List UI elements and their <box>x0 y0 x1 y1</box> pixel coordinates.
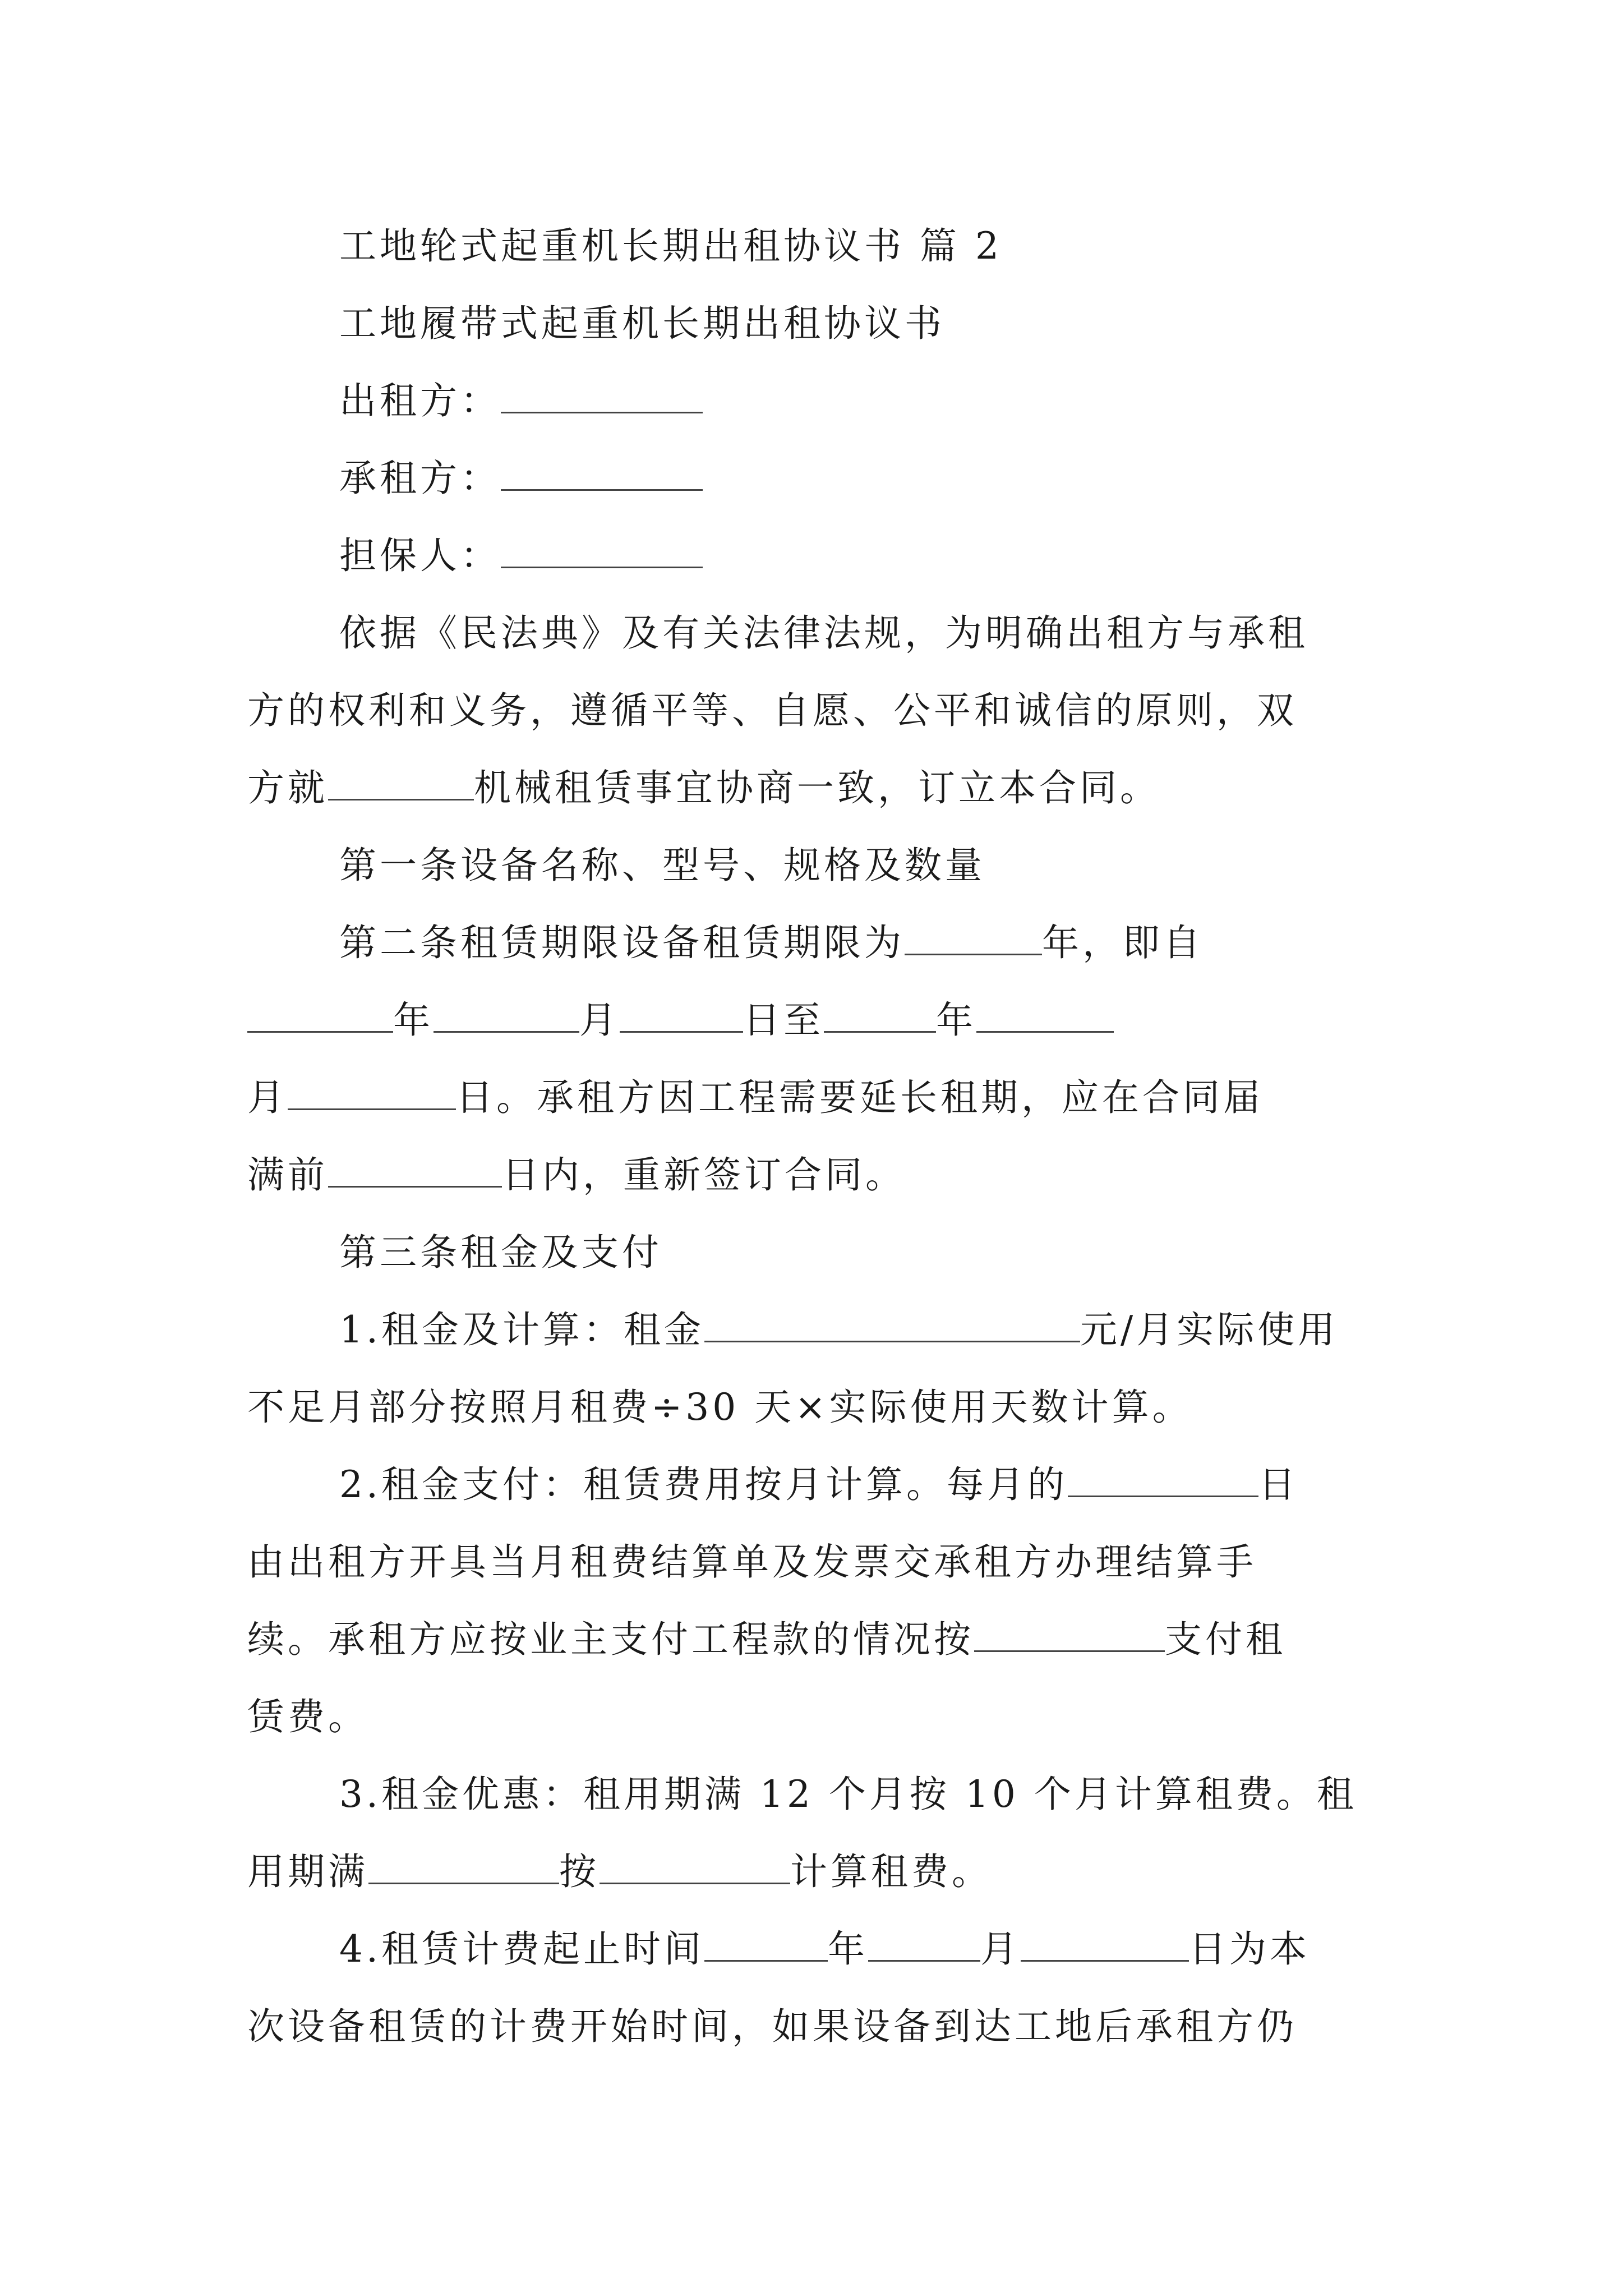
article-3-text: 日为本 <box>1188 1927 1310 1971</box>
billing-start-day-blank <box>1021 1918 1189 1962</box>
article-3-text: 年 <box>827 1927 868 1971</box>
intro-text: 机械租赁事宜协商一致，订立本合同。 <box>474 766 1160 809</box>
article-3-text: 4.租赁计费起止时间 <box>339 1927 704 1971</box>
billing-start-month-blank <box>868 1918 980 1962</box>
article-2-text: 年 <box>393 999 434 1042</box>
article-3-item-1-line-1 <box>247 1291 1391 1369</box>
billing-start-year-blank <box>704 1918 828 1962</box>
discount-rate-blank <box>600 1841 790 1884</box>
intro-text: 方就 <box>247 766 328 809</box>
lessor-label: 出租方： <box>339 379 501 422</box>
article-2-text: 第二条租赁期限设备租赁期限为 <box>339 921 905 964</box>
article-3-item-2-line-4: 赁费。 <box>247 1695 368 1738</box>
billing-day-blank <box>1068 1454 1258 1497</box>
lessor-line <box>247 362 1391 440</box>
intro-line-1: 依据《民法典》及有关法律法规，为明确出租方与承租 <box>339 611 1308 655</box>
end-year-blank <box>824 990 936 1033</box>
guarantor-label: 担保人： <box>339 534 501 577</box>
end-month-blank <box>976 990 1114 1033</box>
title-line-1: 工地轮式起重机长期出租协议书 篇 2 <box>339 224 1002 268</box>
article-3-text: 日 <box>1258 1463 1299 1506</box>
article-2-line-2 <box>247 982 1391 1059</box>
article-2-text: 日内，重新签订合同。 <box>502 1153 906 1197</box>
start-month-blank <box>434 990 579 1033</box>
lessee-blank <box>501 448 703 491</box>
article-3-text: 月 <box>980 1927 1021 1971</box>
article-3-text: 用期满 <box>247 1850 368 1893</box>
start-year-blank <box>247 990 393 1033</box>
intro-line-3 <box>247 749 1391 827</box>
start-day-blank <box>620 990 743 1033</box>
article-3-text: 按 <box>559 1850 600 1893</box>
article-3-item-2-line-2: 由出租方开具当月租费结算单及发票交承租方办理结算手 <box>247 1540 1257 1584</box>
article-2-text: 年，即自 <box>1042 921 1204 964</box>
guarantor-blank <box>501 525 703 568</box>
article-2-text: 月 <box>579 999 620 1042</box>
end-day-blank <box>288 1067 456 1110</box>
article-2-text: 月 <box>247 1076 288 1119</box>
renewal-days-blank <box>328 1144 502 1188</box>
lessee-label: 承租方： <box>339 457 501 500</box>
article-3-text: 计算租费。 <box>790 1850 992 1893</box>
article-2-text: 日。承租方因工程需要延长租期，应在合同届 <box>456 1076 1264 1119</box>
lessor-blank <box>501 370 703 413</box>
article-3-text: 支付租 <box>1165 1618 1286 1661</box>
lessee-line <box>247 440 1391 517</box>
term-years-blank <box>905 912 1042 955</box>
intro-line-2: 方的权利和义务，遵循平等、自愿、公平和诚信的原则，双 <box>247 689 1297 732</box>
title-line-2: 工地履带式起重机长期出租协议书 <box>339 302 945 345</box>
guarantor-line <box>247 517 1391 595</box>
article-2-text: 满前 <box>247 1153 328 1197</box>
article-2-text: 日至 <box>743 999 824 1042</box>
article-2-text: 年 <box>936 999 976 1042</box>
article-3-item-2-line-3 <box>247 1601 1391 1678</box>
article-3-item-1-line-2: 不足月部分按照月租费÷30 天×实际使用天数计算。 <box>247 1386 1193 1429</box>
article-3-item-4-line-1 <box>247 1911 1391 1988</box>
article-3-text: 1.租金及计算：租金 <box>339 1308 704 1351</box>
contract-body <box>247 208 1391 2065</box>
rent-amount-blank <box>704 1299 1080 1342</box>
article-3-item-2-line-1 <box>247 1446 1391 1524</box>
article-3-text: 续。承租方应按业主支付工程款的情况按 <box>247 1618 974 1661</box>
article-2-line-3 <box>247 1059 1391 1137</box>
discount-period-blank <box>368 1841 559 1884</box>
article-2-line-4 <box>247 1137 1391 1214</box>
article-3-heading: 第三条租金及支付 <box>339 1231 662 1274</box>
article-3-text: 元/月实际使用 <box>1080 1308 1339 1351</box>
payment-terms-blank <box>974 1609 1165 1652</box>
article-3-item-3-line-1: 3.租金优惠：租用期满 12 个月按 10 个月计算租费。租 <box>339 1773 1357 1816</box>
article-2-line-1 <box>247 904 1391 982</box>
article-1-heading: 第一条设备名称、型号、规格及数量 <box>339 844 985 887</box>
article-3-text: 2.租金支付：租赁费用按月计算。每月的 <box>339 1463 1068 1506</box>
article-3-item-3-line-2 <box>247 1833 1391 1911</box>
article-3-item-4-line-2: 次设备租赁的计费开始时间，如果设备到达工地后承租方仍 <box>247 2005 1297 2048</box>
machinery-blank <box>328 757 474 800</box>
